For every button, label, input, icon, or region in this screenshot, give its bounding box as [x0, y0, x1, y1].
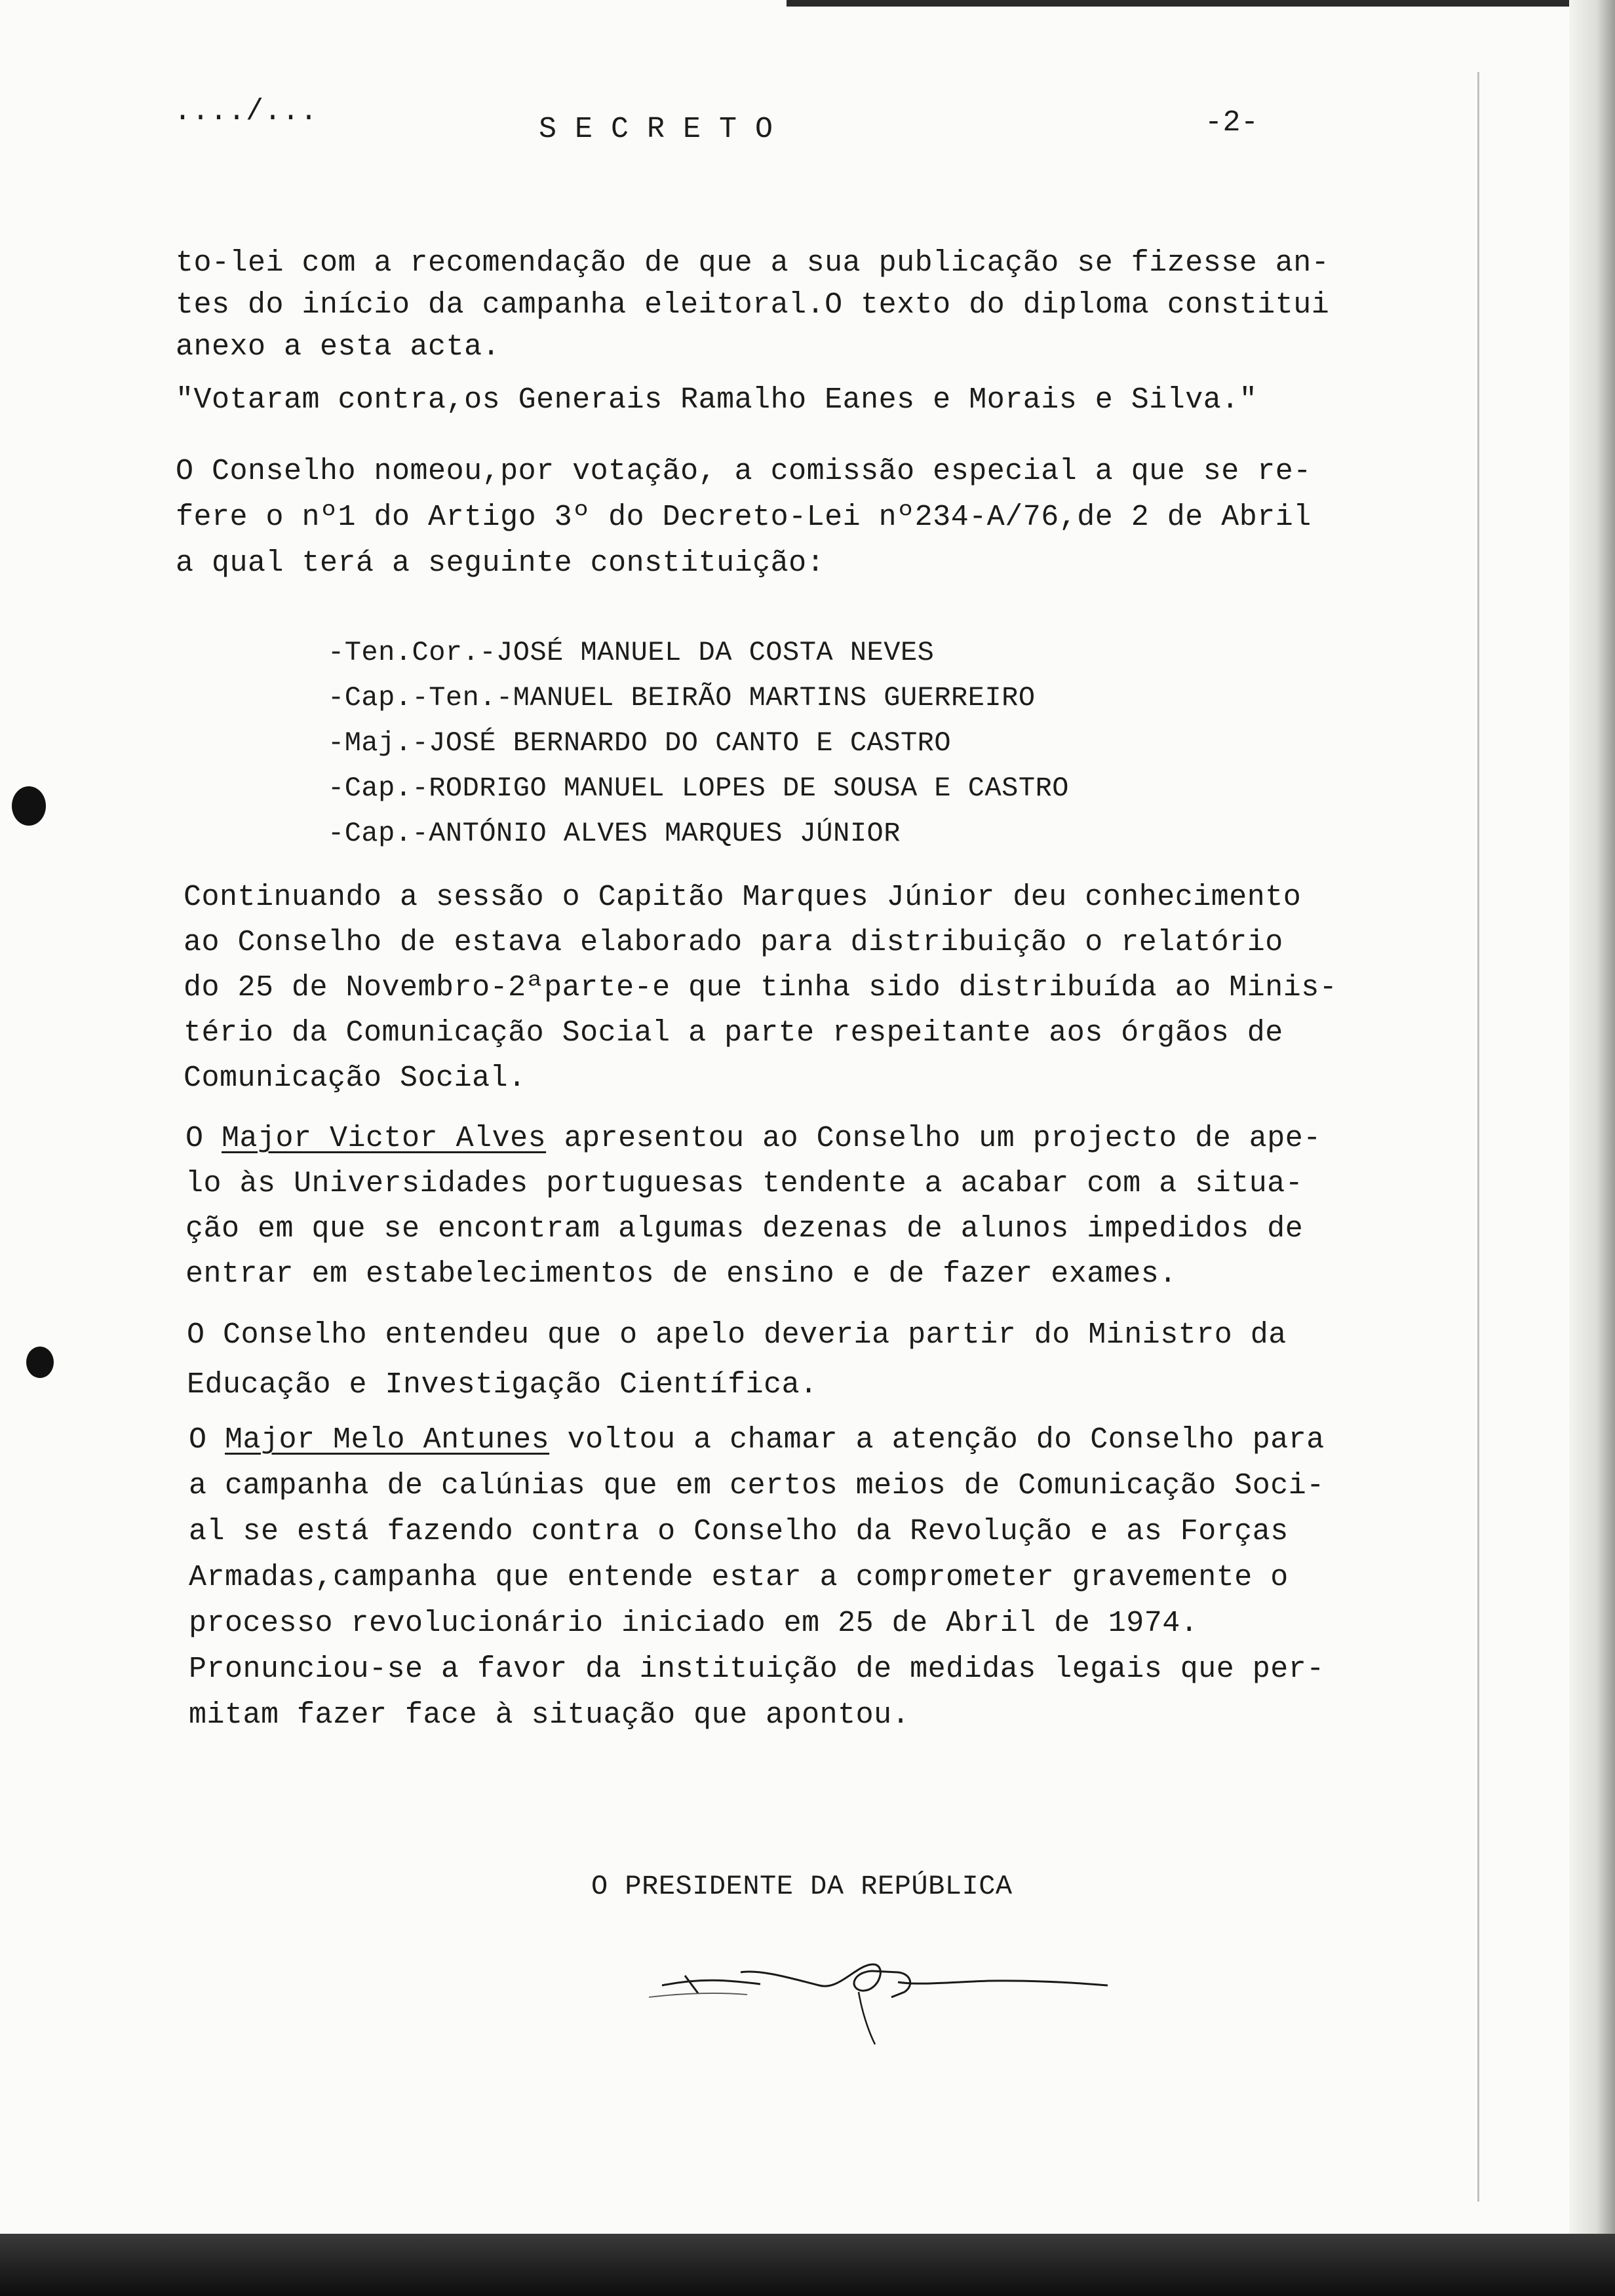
scan-edge-line — [1477, 72, 1479, 2202]
paragraph — [176, 242, 1329, 368]
text-line: entrar em estabelecimentos de ensino e de fazer exames. — [185, 1257, 1177, 1291]
text-line: al se está fazendo contra o Conselho da Revolução e as Forças — [189, 1515, 1289, 1548]
text-line: Comunicação Social. — [184, 1062, 526, 1095]
paragraph-commission — [176, 449, 1312, 586]
paragraph-vote — [176, 385, 1257, 415]
text-line: lo às Universidades portuguesas tendente a acabar com a situa- — [185, 1167, 1304, 1200]
punch-hole — [12, 786, 46, 826]
text-line: a campanha de calúnias que em certos meios de Comunicação Soci- — [189, 1469, 1325, 1502]
text-fragment: O — [189, 1423, 225, 1457]
text-line: ção em que se encontram algumas dezenas de alunos impedidos de — [185, 1212, 1304, 1246]
text-fragment: voltou a chamar a atenção do Conselho para — [549, 1423, 1325, 1457]
paragraph-melo-antunes — [189, 1417, 1325, 1738]
text-line: Armadas,campanha que entende estar a comprometer gravemente o — [189, 1561, 1289, 1594]
text-line: anexo a esta acta. — [176, 330, 501, 364]
list-item: -Maj.-JOSÉ BERNARDO DO CANTO E CASTRO — [328, 727, 952, 759]
text-line: mitam fazer face à situação que apontou. — [189, 1698, 910, 1732]
text-line: to-lei com a recomendação de que a sua publicação se fizesse an- — [176, 246, 1330, 280]
text-line: Continuando a sessão o Capitão Marques Júnior deu conhecimento — [184, 881, 1302, 914]
text-fragment: apresentou ao Conselho um projecto de ape- — [546, 1122, 1321, 1155]
text-line: processo revolucionário iniciado em 25 de Abril de 1974. — [189, 1607, 1199, 1640]
text-line: tério da Comunicação Social a parte respeitante aos órgãos de — [184, 1016, 1283, 1050]
text-line: a qual terá a seguinte constituição: — [176, 546, 825, 580]
list-item: -Cap.-Ten.-MANUEL BEIRÃO MARTINS GUERREIRO — [328, 682, 1036, 714]
handwritten-signature — [623, 1920, 1121, 2051]
paragraph-victor-alves — [185, 1116, 1321, 1297]
commission-list — [328, 630, 1069, 856]
scan-edge-top — [787, 0, 1615, 7]
signature-title: O PRESIDENTE DA REPÚBLICA — [591, 1871, 1013, 1902]
scan-edge-bottom — [0, 2234, 1615, 2296]
text-line: Educação e Investigação Científica. — [187, 1368, 818, 1402]
list-item: -Cap.-RODRIGO MANUEL LOPES DE SOUSA E CASTRO — [328, 773, 1069, 804]
continuation-mark: ..../... — [174, 95, 319, 128]
scan-edge-right — [1569, 0, 1615, 2296]
list-item: -Cap.-ANTÓNIO ALVES MARQUES JÚNIOR — [328, 818, 901, 849]
text-line: "Votaram contra,os Generais Ramalho Eanes e Morais e Silva." — [176, 383, 1258, 417]
text-line: Pronunciou-se a favor da instituição de medidas legais que per- — [189, 1653, 1325, 1686]
text-line — [189, 1417, 1325, 1463]
text-fragment: O — [185, 1122, 222, 1155]
text-line: fere o nº1 do Artigo 3º do Decreto-Lei nº234-A/76,de 2 de Abril — [176, 501, 1312, 534]
classification-label: S E C R E T O — [539, 113, 773, 146]
text-line: tes do início da campanha eleitoral.O texto do diploma constitui — [176, 288, 1330, 322]
text-line — [185, 1116, 1321, 1161]
text-line: O Conselho nomeou,por votação, a comissão especial a que se re- — [176, 455, 1312, 488]
text-line: ao Conselho de estava elaborado para distribuição o relatório — [184, 926, 1283, 959]
paragraph-relatorio — [184, 875, 1337, 1101]
list-item: -Ten.Cor.-JOSÉ MANUEL DA COSTA NEVES — [328, 637, 935, 668]
page-number: -2- — [1205, 106, 1259, 140]
text-line: do 25 de Novembro-2ªparte-e que tinha sido distribuída ao Minis- — [184, 971, 1338, 1004]
person-name: Major Victor Alves — [222, 1122, 547, 1155]
person-name: Major Melo Antunes — [225, 1423, 550, 1457]
paragraph-educacao — [187, 1311, 1287, 1410]
punch-hole — [26, 1347, 54, 1378]
text-line: O Conselho entendeu que o apelo deveria partir do Ministro da — [187, 1318, 1287, 1352]
